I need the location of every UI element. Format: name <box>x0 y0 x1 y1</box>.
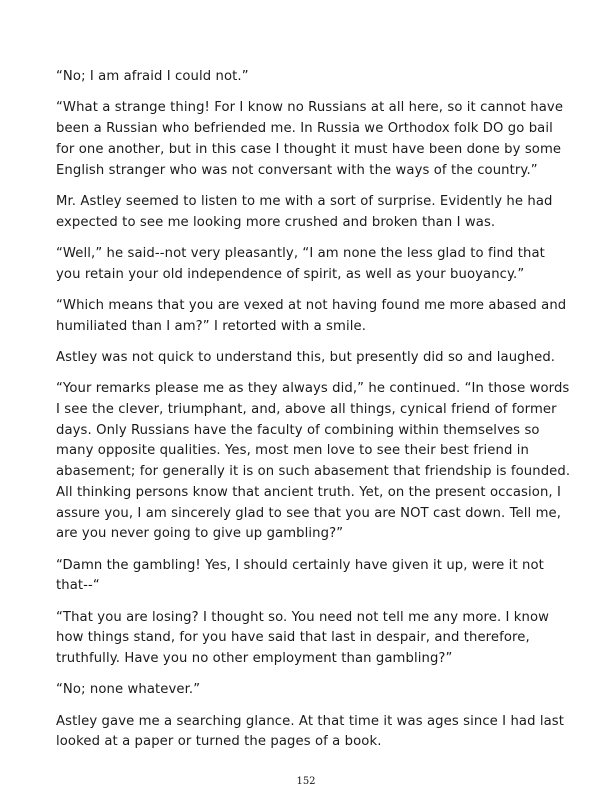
page-body-text <box>56 67 572 764</box>
paragraph: “Which means that you are vexed at not having found me more abased and humiliated than I am?” I retorted with a smile. <box>56 297 567 334</box>
paragraph: “No; I am afraid I could not.” <box>56 69 249 84</box>
page-number: 152 <box>296 776 316 787</box>
paragraph: “Well,” he said--not very pleasantly, “I am none the less glad to find that you retain your old independence of spirit, as well as your buoyancy.” <box>56 245 545 282</box>
paragraph: Astley was not quick to understand this, but presently did so and laughed. <box>56 349 556 365</box>
paragraph: Astley gave me a searching glance. At that time it was ages since I had last looked at a paper or turned the pages of a book. <box>56 713 565 750</box>
paragraph: “That you are losing? I thought so. You need not tell me any more. I know how things stand, for you have said that last in despair, and therefore, truthfully. Have you no other employment than gambling?” <box>56 609 550 667</box>
paragraph: “No; none whatever.” <box>56 682 201 698</box>
paragraph: Mr. Astley seemed to listen to me with a sort of surprise. Evidently he had expected to see me looking more crushed and broken than I was. <box>56 193 553 230</box>
paragraph: “What a strange thing! For I know no Russians at all here, so it cannot have been a Russian who befriended me. In Russia we Orthodox folk DO go bail for one another, but in this case I thought it must have been done by some English stranger who was not conversant with the ways of the country.” <box>56 100 564 178</box>
paragraph: “Damn the gambling! Yes, I should certainly have given it up, were it not that--“ <box>56 557 544 594</box>
paragraph: “Your remarks please me as they always did,” he continued. “In those words I see the clever, triumphant, and, above all things, cynical friend of former days. Only Russians have the faculty of combining within themselves so many opposite qualities. Yes, most men love to see their best friend in abasement; for generally it is on such abasement that friendship is founded. All thinking persons know that ancient truth. Yet, on the present occasion, I assure you, I am sincerely glad to see that you are NOT cast down. Tell me, are you never going to give up gambling?” <box>56 380 571 542</box>
